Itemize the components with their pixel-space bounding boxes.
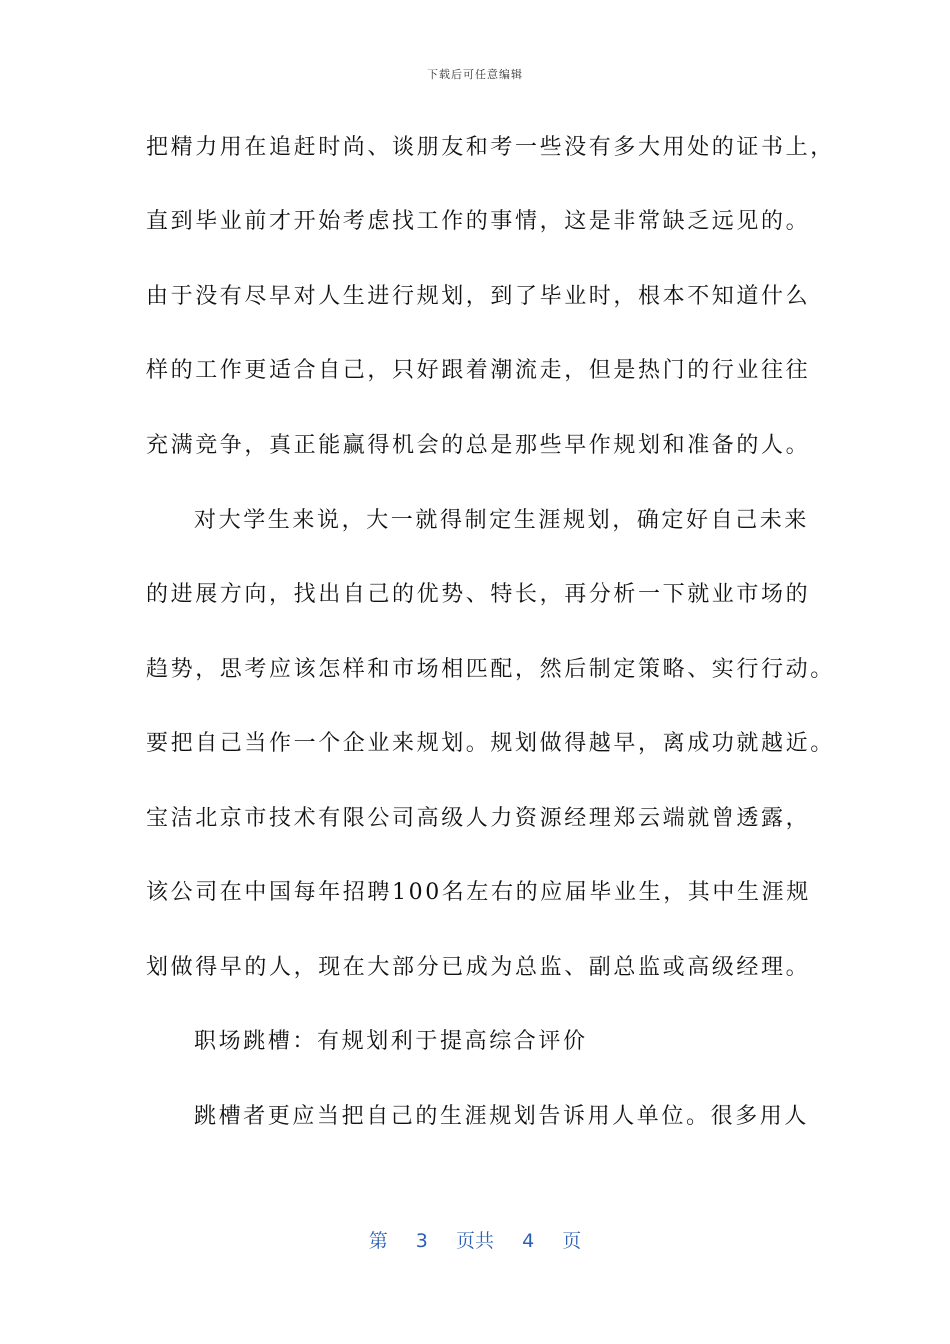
text-line: 把精力用在追赶时尚、谈朋友和考一些没有多大用处的证书上，: [146, 135, 835, 160]
page-footer: [0, 1226, 950, 1253]
text-line: 趋势，思考应该怎样和市场相匹配，然后制定策略、实行行动。: [146, 657, 835, 682]
page-header: 下载后可任意编辑: [427, 68, 523, 81]
text-line: 宝洁北京市技术有限公司高级人力资源经理郑云端就曾透露，: [146, 806, 811, 831]
text-line: 直到毕业前才开始考虑找工作的事情，这是非常缺乏远见的。: [146, 209, 811, 234]
page-label-middle: 页共: [455, 1230, 494, 1252]
page-label-suffix: 页: [562, 1230, 582, 1252]
total-pages-number: 4: [522, 1230, 535, 1252]
text-line: 要把自己当作一个企业来规划。规划做得越早，离成功就越近。: [146, 731, 835, 756]
text-line: 划做得早的人，现在大部分已成为总监、副总监或高级经理。: [146, 955, 811, 980]
text-line: 充满竞争，真正能赢得机会的总是那些早作规划和准备的人。: [146, 433, 811, 458]
section-heading: 职场跳槽：有规划利于提高综合评价: [194, 1029, 588, 1054]
text-line: 样的工作更适合自己，只好跟着潮流走，但是热门的行业往往: [146, 358, 811, 383]
page-label-prefix: 第: [368, 1230, 388, 1252]
current-page-number: 3: [415, 1230, 428, 1252]
paragraph-first-line: 对大学生来说，大一就得制定生涯规划，确定好自己未来: [194, 508, 810, 533]
text-line: 由于没有尽早对人生进行规划，到了毕业时，根本不知道什么: [146, 284, 811, 309]
text-line: 该公司在中国每年招聘100名左右的应届毕业生，其中生涯规: [146, 880, 811, 905]
paragraph-first-line: 跳槽者更应当把自己的生涯规划告诉用人单位。很多用人: [194, 1104, 810, 1129]
text-line: 的进展方向，找出自己的优势、特长，再分析一下就业市场的: [146, 582, 811, 607]
